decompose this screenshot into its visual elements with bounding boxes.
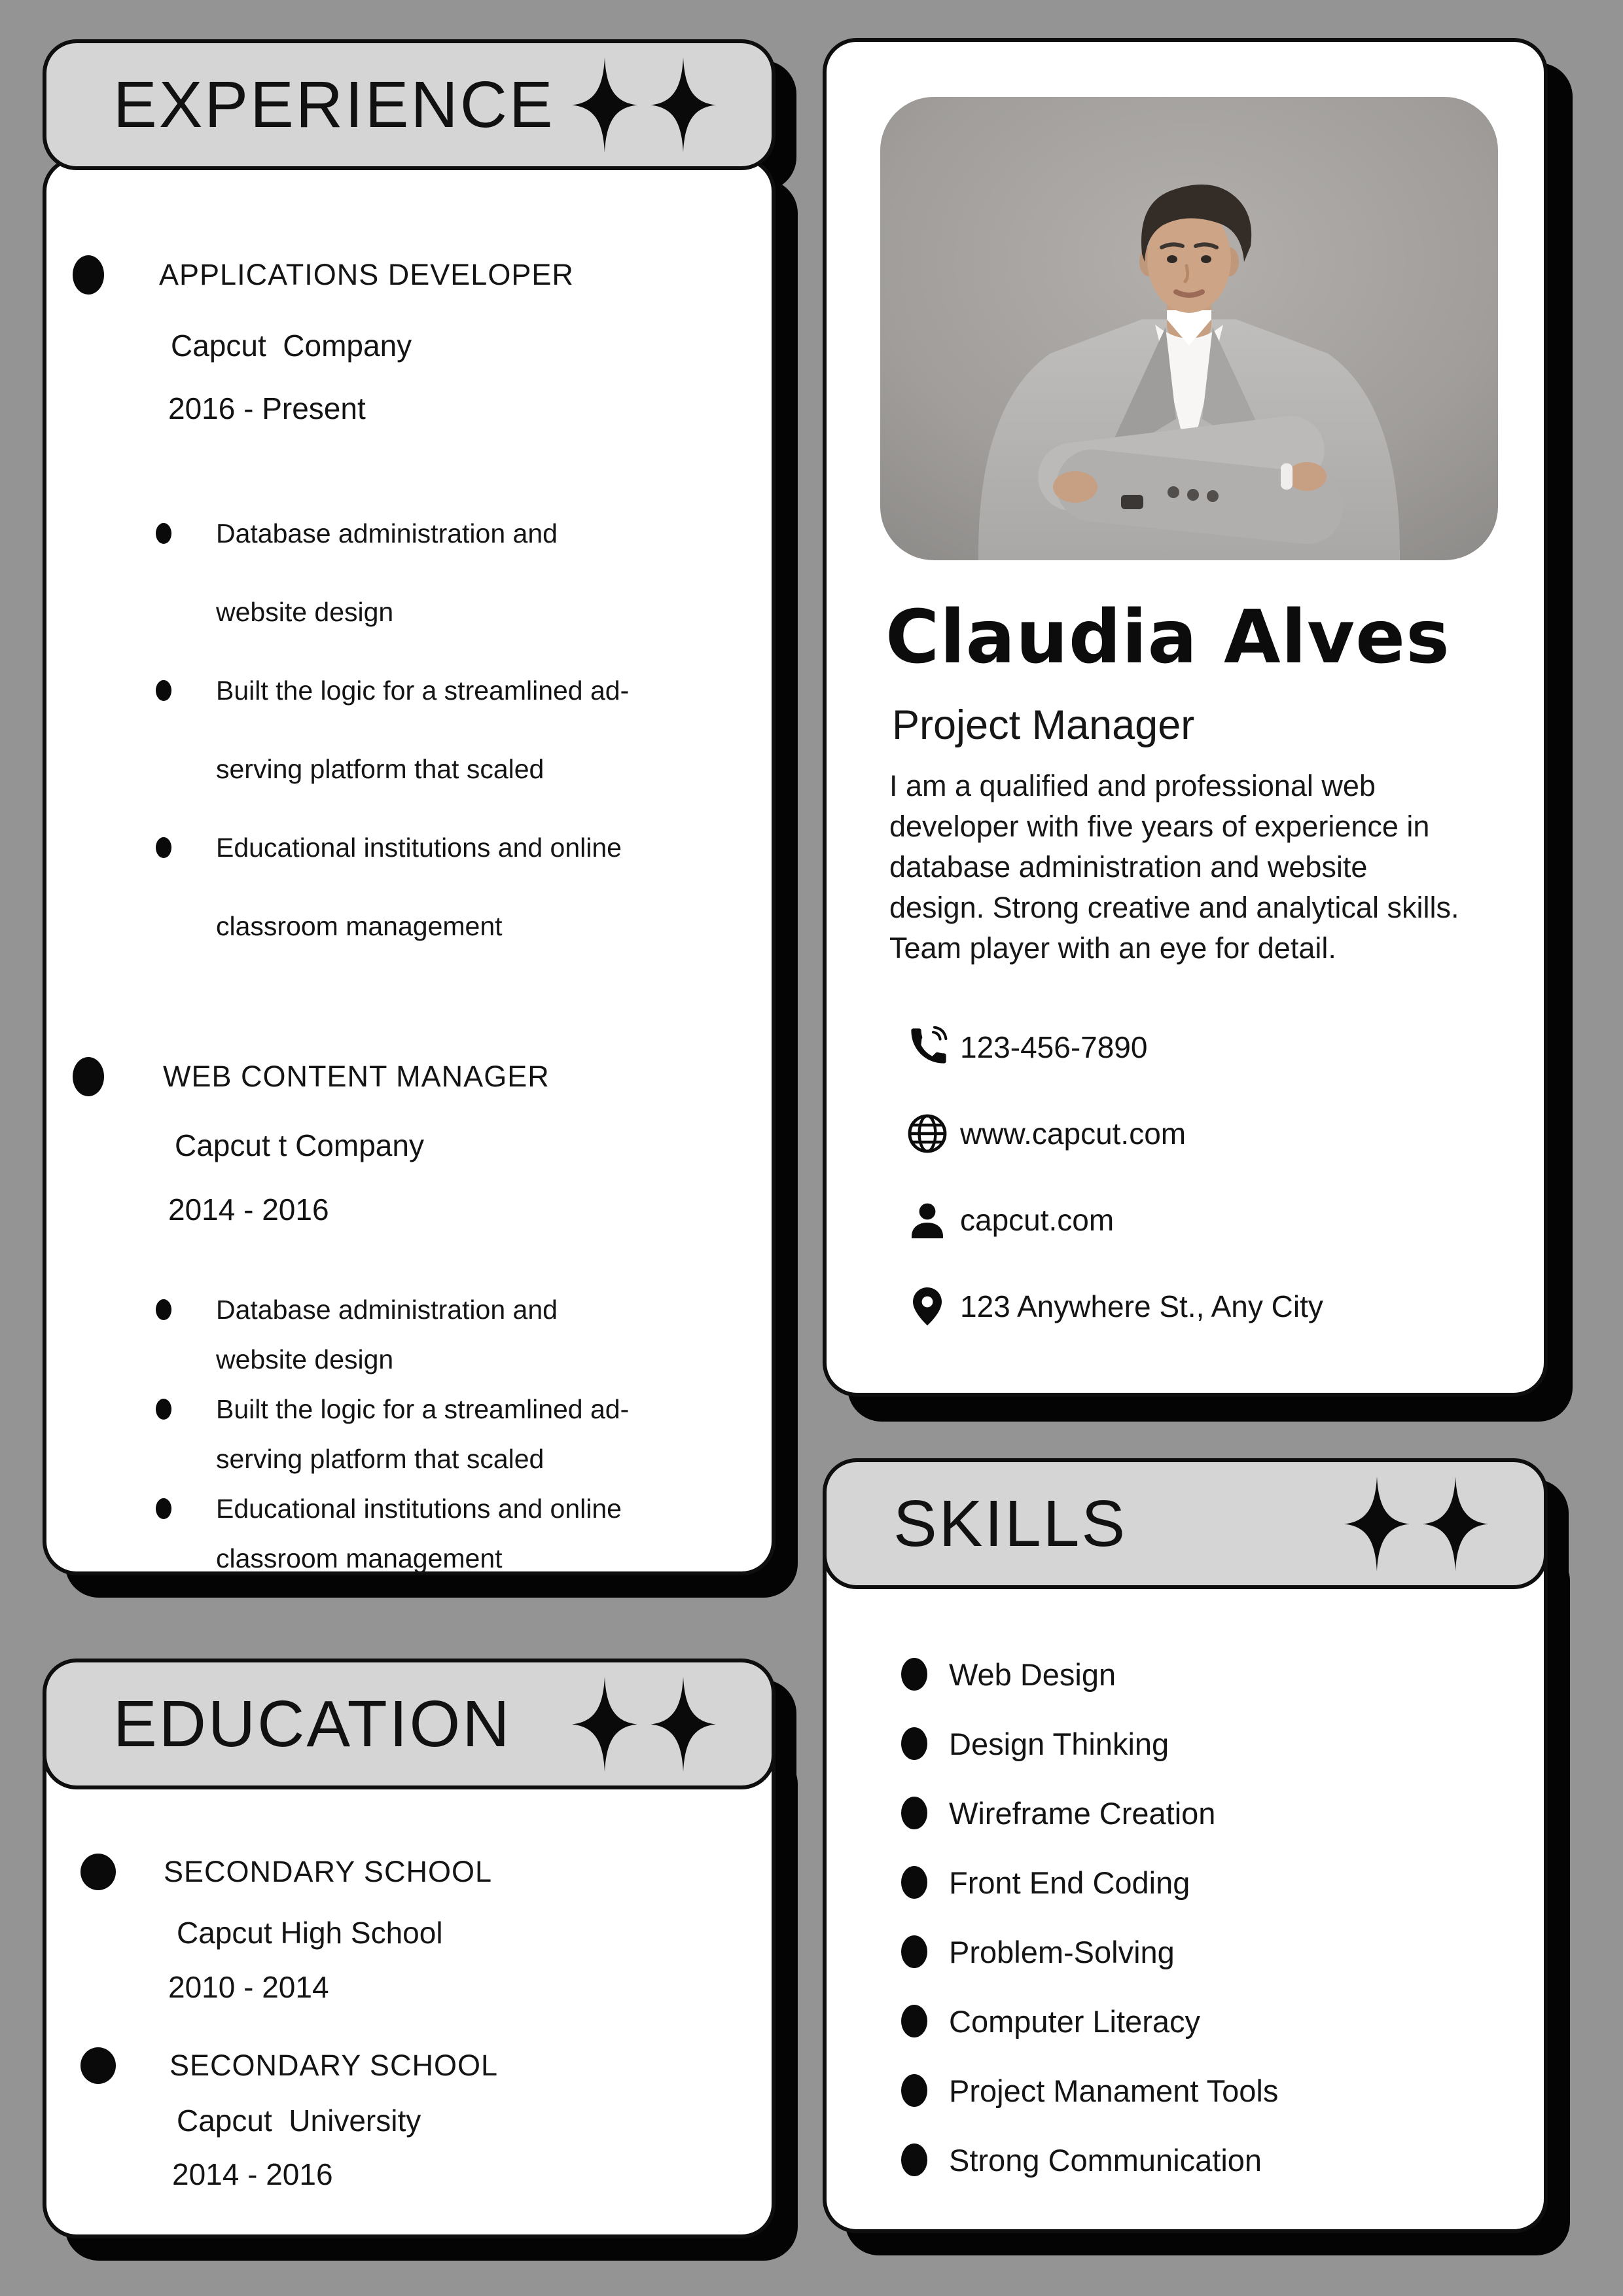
experience-bullet-line [216,1534,503,1583]
skill-label: Design Thinking [949,1726,1169,1761]
contact-value: www.capcut.com [960,1117,1186,1151]
skill-label: Problem-Solving [949,1934,1175,1969]
education-dates-row [168,1969,329,2005]
bullet-icon [901,1797,927,1829]
experience-company: Capcut Company [171,329,412,363]
bullet-icon [156,1299,171,1320]
education-entry [80,1852,492,1892]
bullet-icon [901,1866,927,1899]
experience-dates-row [168,1191,329,1228]
bullet-text: serving platform that scaled [216,753,544,784]
location-icon [906,1285,948,1327]
skill-item [901,1724,1169,1763]
bullet-text: Educational institutions and online [216,832,622,863]
summary-line: database administration and website [889,850,1368,884]
experience-bullet-line [156,1285,558,1335]
skill-label: Web Design [949,1657,1116,1692]
bullet-text: Database administration and [216,518,558,548]
experience-bullet-line [216,1434,544,1484]
education-dates: 2014 - 2016 [172,2157,333,2191]
education-degree: SECONDARY SCHOOL [164,1855,492,1888]
education-school: Capcut High School [177,1916,443,1950]
sparkles [1344,1477,1488,1571]
experience-entry [73,1057,550,1096]
globe-icon [906,1113,948,1155]
experience-bullet-line [216,1335,393,1384]
experience-dates: 2016 - Present [168,391,366,425]
skill-label: Wireframe Creation [949,1795,1216,1831]
bullet-text: serving platform that scaled [216,1443,544,1474]
education-section-header [43,1659,776,1789]
experience-bullet-line [156,1384,629,1434]
skills-card [823,1525,1548,2233]
bullet-icon [901,1935,927,1968]
experience-company-row [171,327,412,364]
bullet-icon [73,255,104,295]
experience-bullet-line [156,651,629,730]
bullet-text: Built the logic for a streamlined ad- [216,1393,630,1424]
skills-section-header [823,1458,1548,1589]
sparkle-icon [572,58,637,152]
skill-label: Front End Coding [949,1865,1190,1900]
sparkle-icon [651,58,716,152]
experience-bullet-line [216,730,544,808]
experience-bullet-line [156,1484,622,1534]
contact-row [906,1197,1114,1243]
bullet-text: classroom management [216,910,503,941]
bullet-icon [156,523,171,544]
bullet-icon [901,2005,927,2037]
bullet-text: website design [216,596,394,627]
section-title: EXPERIENCE [113,67,555,141]
experience-card [43,157,776,1575]
phone-icon [906,1026,948,1068]
skill-item [901,2140,1262,2179]
bullet-icon [901,1727,927,1760]
skill-label: Strong Communication [949,2142,1262,2178]
summary-line: Team player with an eye for detail. [889,931,1336,965]
experience-company-row [175,1127,424,1164]
bullet-text: Educational institutions and online [216,1493,622,1524]
summary-line: design. Strong creative and analytical skills. [889,891,1459,924]
profile-photo-illustration [880,97,1498,560]
skill-item [901,2071,1278,2110]
contact-value: capcut.com [960,1203,1115,1237]
bullet-icon [156,1498,171,1519]
skill-item [901,2001,1200,2041]
experience-company: Capcut t Company [175,1128,424,1162]
bullet-icon [156,1399,171,1420]
profile-job-title: Project Manager [892,702,1195,748]
skill-label: Computer Literacy [949,2003,1200,2039]
sparkle-icon [572,1677,637,1772]
profile-summary [889,766,1459,969]
experience-bullet-line [216,573,393,651]
education-dates: 2010 - 2014 [168,1970,329,2004]
education-school-row [177,2102,421,2139]
sparkle-icon [1344,1477,1410,1571]
summary-line: developer with five years of experience in [889,810,1430,843]
bullet-icon [156,837,171,858]
bullet-text: Built the logic for a streamlined ad- [216,675,630,706]
education-dates-row [172,2156,333,2193]
sparkle-icon [651,1677,716,1772]
experience-bullet-line [216,887,503,965]
experience-role: WEB CONTENT MANAGER [163,1060,550,1093]
section-title: SKILLS [893,1486,1128,1560]
person-icon [906,1199,948,1241]
bullet-icon [73,1057,104,1096]
experience-dates: 2014 - 2016 [168,1193,329,1227]
skill-item [901,1793,1215,1833]
bullet-text: Database administration and [216,1294,558,1325]
bullet-icon [156,680,171,701]
contact-value: 123 Anywhere St., Any City [960,1289,1323,1323]
education-school: Capcut University [177,2104,421,2138]
profile-name: Claudia Alves [885,595,1450,680]
education-card [43,1728,776,2238]
contact-row [906,1111,1186,1157]
summary-line: I am a qualified and professional web [889,769,1376,802]
profile-card [823,38,1548,1397]
bullet-icon [901,1658,927,1691]
contact-row [906,1283,1323,1329]
sparkle-icon [1423,1477,1488,1571]
experience-entry [73,255,574,295]
bullet-icon [901,2074,927,2107]
experience-section-header [43,39,776,170]
profile-photo [880,97,1498,560]
education-school-row [177,1914,443,1951]
skill-item [901,1655,1116,1694]
bullet-icon [901,2144,927,2176]
sparkles [572,1677,716,1772]
bullet-icon [80,2047,116,2084]
bullet-text: classroom management [216,1543,503,1573]
sparkles [572,58,716,152]
skill-label: Project Manament Tools [949,2073,1279,2108]
experience-role: APPLICATIONS DEVELOPER [159,258,574,291]
contact-row [906,1024,1147,1070]
experience-bullet-line [156,808,622,887]
skill-item [901,1863,1190,1902]
contact-value: 123-456-7890 [960,1030,1148,1064]
bullet-icon [80,1854,116,1890]
experience-dates-row [168,390,366,427]
section-title: EDUCATION [113,1687,512,1761]
skill-item [901,1932,1175,1971]
experience-bullet-line [156,494,558,573]
education-entry [80,2046,498,2085]
bullet-text: website design [216,1344,394,1374]
education-degree: SECONDARY SCHOOL [169,2049,498,2082]
